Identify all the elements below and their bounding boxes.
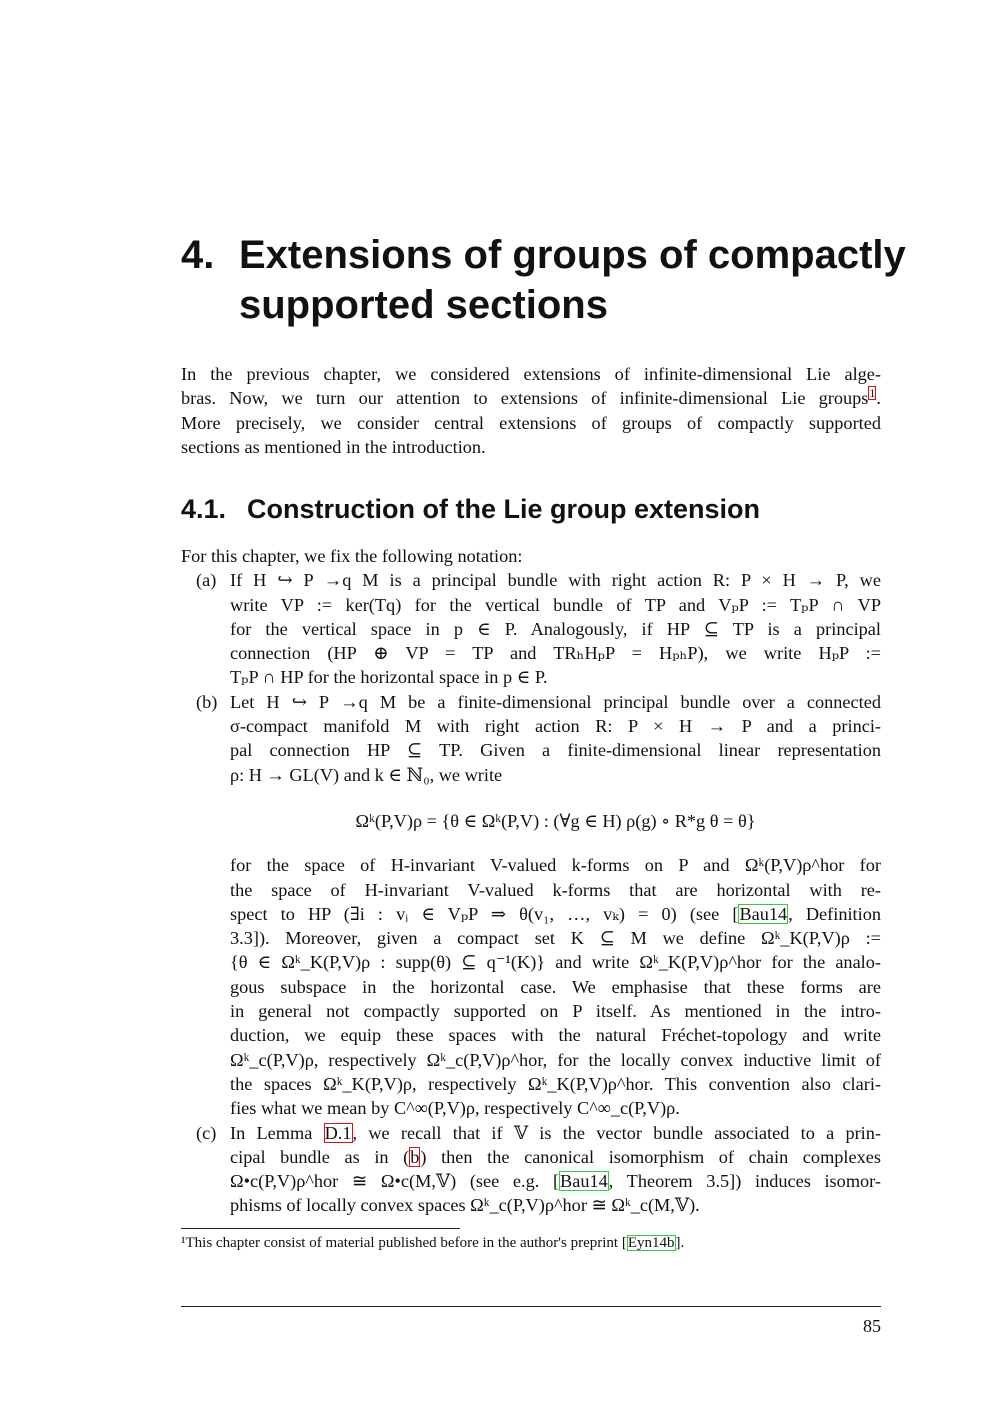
- text-line: [230, 950, 881, 974]
- text-line: [230, 902, 881, 926]
- text-segment: connection (HP ⊕ VP = TP and TRₕHₚP = HₚₕP), we write HₚP :=: [230, 643, 881, 664]
- text-segment: for the space of H-invariant V-valued k-forms on P and Ωᵏ(P,V)ρ^hor for: [230, 855, 881, 876]
- text-segment: sections as mentioned in the introduction.: [181, 436, 486, 457]
- text-segment: cipal bundle as in (: [230, 1146, 410, 1167]
- text-line: [181, 411, 881, 435]
- text-segment: Ωᵏ_c(P,V)ρ, respectively Ωᵏ_c(P,V)ρ^hor, for the locally convex inductive limit of: [230, 1049, 881, 1070]
- text-line: [230, 690, 881, 714]
- reference-link[interactable]: D.1: [324, 1122, 352, 1143]
- text-line: [230, 568, 881, 592]
- text-line: [230, 853, 881, 877]
- text-segment: Let H ↪ P →q M be a finite-dimensional principal bundle over a connected: [230, 691, 881, 712]
- text-segment: In Lemma: [230, 1122, 324, 1143]
- text-segment: , Definition: [788, 903, 881, 924]
- text-segment: ) then the canonical isomorphism of chain complexes: [420, 1146, 881, 1167]
- text-segment: spect to HP (∃i : vᵢ ∈ VₚP ⇒ θ(v₁, …, vₖ) = 0) (see [: [230, 903, 739, 924]
- text-segment: TₚP ∩ HP for the horizontal space in p ∈ P.: [230, 667, 548, 688]
- footer-rule: [181, 1306, 881, 1307]
- text-segment: .: [876, 388, 881, 409]
- text-line: [230, 1048, 881, 1072]
- notation-block: [181, 544, 881, 1218]
- item-label: (a): [196, 570, 217, 591]
- text-segment: {θ ∈ Ωᵏ_K(P,V)ρ : supp(θ) ⊆ q⁻¹(K)} and write Ωᵏ_K(P,V)ρ^hor for the analo-: [230, 952, 881, 973]
- text-segment: , Theorem 3.5]) induces isomor-: [608, 1171, 881, 1192]
- text-line: [230, 1169, 881, 1193]
- text-segment: σ-compact manifold M with right action R: P × H → P and a princi-: [230, 716, 881, 737]
- text-line: [181, 362, 881, 386]
- text-segment: fies what we mean by C^∞(P,V)ρ, respectively C^∞_c(P,V)ρ.: [230, 1098, 680, 1119]
- notation-item-a: [181, 568, 881, 689]
- text-line: [230, 1072, 881, 1096]
- text-line: [230, 617, 881, 641]
- text-segment: in general not compactly supported on P itself. As mentioned in the intro-: [230, 1001, 881, 1022]
- text-line: [230, 593, 881, 617]
- text-segment: the spaces Ωᵏ_K(P,V)ρ, respectively Ωᵏ_K(P,V)ρ^hor. This convention also clari-: [230, 1073, 881, 1094]
- section-number: 4.1.: [181, 494, 227, 524]
- text-line: [230, 641, 881, 665]
- reference-link[interactable]: b: [410, 1146, 420, 1167]
- section-heading: [181, 492, 760, 526]
- footnote-link[interactable]: 1: [869, 386, 876, 401]
- notation-item-b: [181, 690, 881, 787]
- text-segment: ¹This chapter consist of material published before in the author's preprint [: [181, 1235, 627, 1251]
- text-segment: duction, we equip these spaces with the natural Fréchet-topology and write: [230, 1025, 881, 1046]
- chapter-number: 4.: [181, 233, 215, 277]
- reference-link[interactable]: Bau14: [560, 1171, 608, 1192]
- text-line: [181, 386, 881, 410]
- text-segment: for the vertical space in p ∈ P. Analogously, if HP ⊆ TP is a principal: [230, 618, 881, 639]
- text-line: [230, 878, 881, 902]
- text-line: [230, 926, 881, 950]
- text-line: [230, 1121, 881, 1145]
- intro-paragraph: [181, 362, 881, 459]
- text-line: [230, 999, 881, 1023]
- text-segment: ρ: H → GL(V) and k ∈ ℕ₀, we write: [230, 764, 503, 785]
- reference-link[interactable]: Eyn14b: [627, 1235, 675, 1251]
- text-segment: Ω•c(P,V)ρ^hor ≅ Ω•c(M,𝕍) (see e.g. [: [230, 1171, 560, 1192]
- display-equation: Ωᵏ(P,V)ρ = {θ ∈ Ωᵏ(P,V) : (∀g ∈ H) ρ(g) ∘ R*g θ = θ}: [355, 810, 756, 831]
- text-segment: write VP := ker(Tq) for the vertical bundle of TP and VₚP := TₚP ∩ VP: [230, 594, 881, 615]
- text-line: [230, 738, 881, 762]
- text-line: [230, 1145, 881, 1169]
- text-line: [230, 763, 881, 787]
- text-line: [230, 1096, 881, 1120]
- text-segment: bras. Now, we turn our attention to extensions of infinite-dimensional Lie groups: [181, 388, 869, 409]
- footnote-rule: [181, 1228, 460, 1229]
- notation-item-continued: [181, 853, 881, 1120]
- text-segment: In the previous chapter, we considered extensions of infinite-dimensional Lie alge-: [181, 364, 881, 384]
- text-line: [230, 1193, 881, 1217]
- text-segment: gous subspace in the horizontal case. We emphasise that these forms are: [230, 976, 881, 997]
- text-segment: ].: [675, 1235, 685, 1251]
- section-title: Construction of the Lie group extension: [247, 494, 760, 524]
- text-segment: More precisely, we consider central extensions of groups of compactly supported: [181, 412, 881, 433]
- text-segment: If H ↪ P →q M is a principal bundle with right action R: P × H → P, we: [230, 570, 881, 591]
- text-line: [230, 975, 881, 999]
- item-label: (c): [196, 1122, 217, 1143]
- footnote: [181, 1232, 881, 1254]
- text-segment: pal connection HP ⊆ TP. Given a finite-dimensional linear representation: [230, 740, 881, 761]
- text-line: [230, 714, 881, 738]
- notation-item-c: [181, 1121, 881, 1218]
- text-segment: , we recall that if 𝕍 is the vector bundle associated to a prin-: [352, 1122, 881, 1143]
- chapter-title-text: Extensions of groups of compactly supported sections: [239, 233, 906, 327]
- item-label: (b): [196, 691, 218, 712]
- reference-link[interactable]: Bau14: [739, 903, 788, 924]
- text-segment: 3.3]). Moreover, given a compact set K ⊆ M we define Ωᵏ_K(P,V)ρ :=: [230, 928, 881, 949]
- text-segment: the space of H-invariant V-valued k-forms that are horizontal with re-: [230, 879, 881, 900]
- notation-intro: For this chapter, we fix the following notation:: [181, 546, 523, 566]
- text-line: [181, 435, 881, 459]
- text-line: [230, 665, 881, 689]
- text-segment: phisms of locally convex spaces Ωᵏ_c(P,V)ρ^hor ≅ Ωᵏ_c(M,𝕍).: [230, 1195, 700, 1216]
- text-line: [230, 1023, 881, 1047]
- page-number: 85: [863, 1316, 881, 1336]
